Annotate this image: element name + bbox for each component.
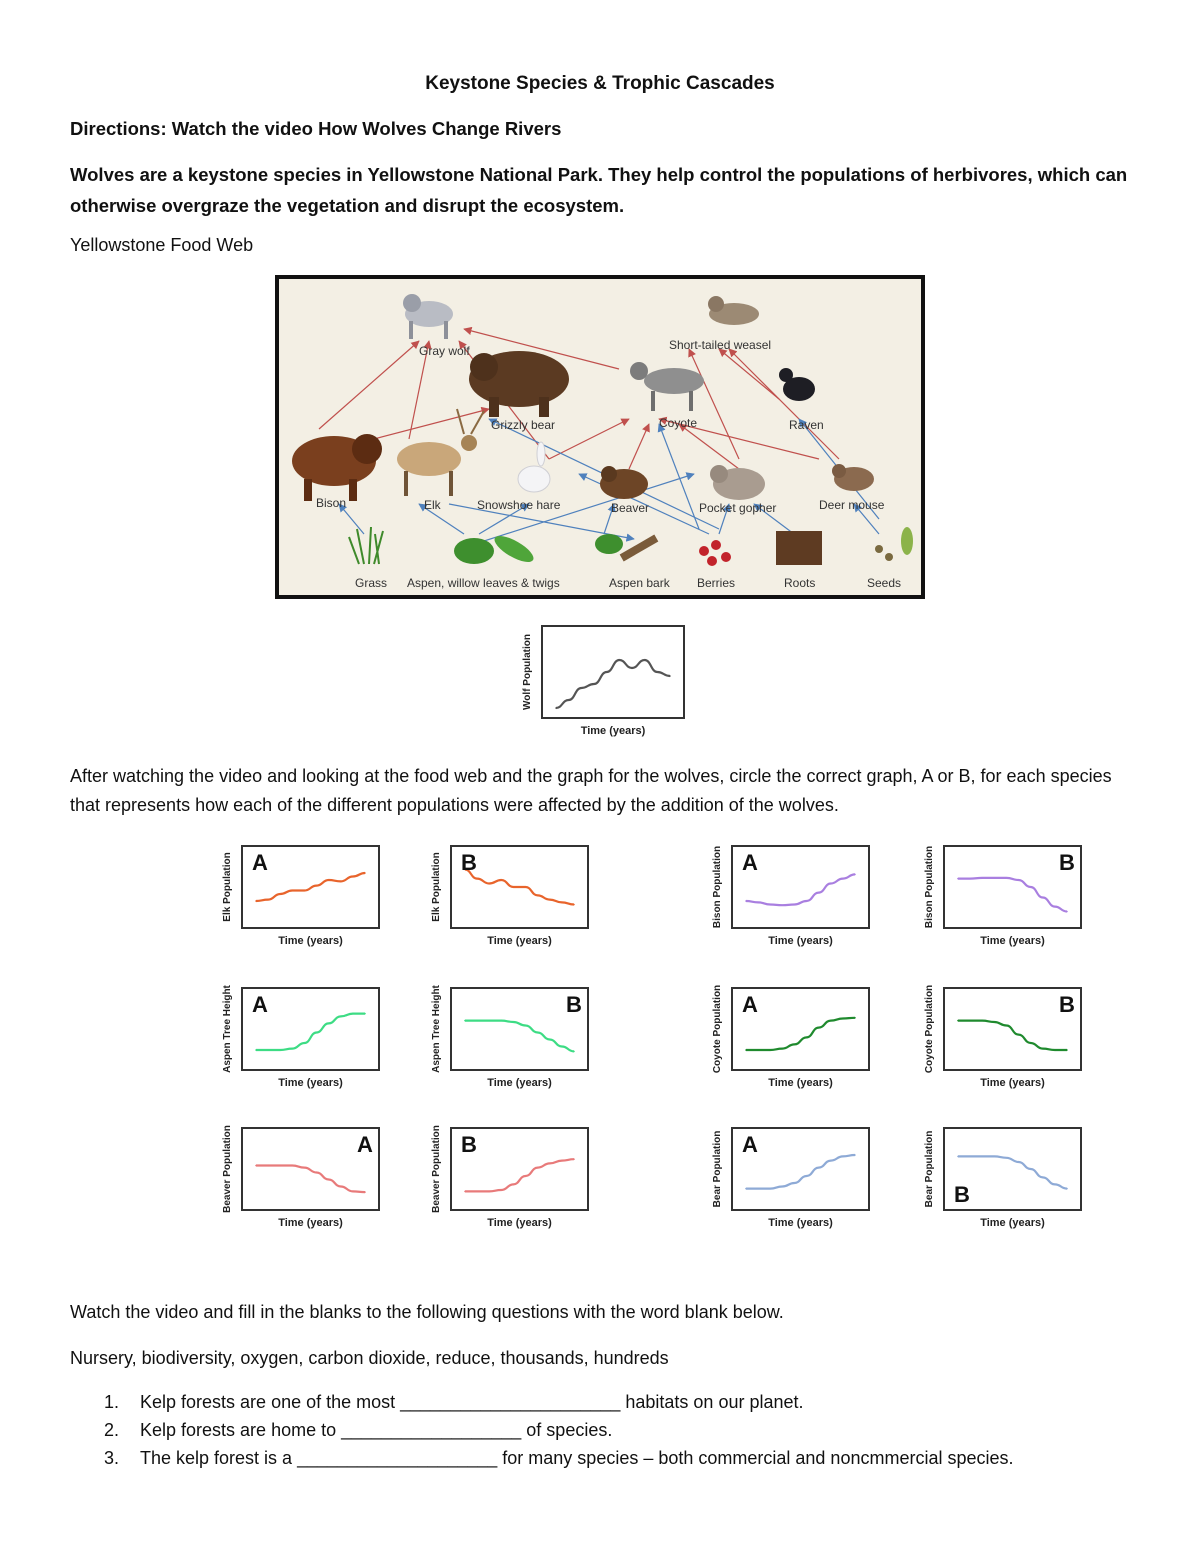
data-point [561, 1046, 563, 1048]
roots-icon [776, 531, 822, 565]
data-point [794, 1044, 796, 1046]
y-axis-label: Coyote Population [924, 984, 935, 1074]
x-axis-label: Time (years) [278, 1217, 343, 1229]
data-point [657, 671, 659, 673]
data-point [769, 904, 771, 906]
data-point [525, 886, 527, 888]
label-elk: Elk [424, 498, 441, 512]
bear-chart-a [708, 1122, 873, 1232]
fill-instructions: Watch the video and fill in the blanks to the following questions with the word blank below. [70, 1302, 784, 1322]
data-point [476, 1191, 478, 1193]
data-point [794, 1182, 796, 1184]
data-point [328, 879, 330, 881]
data-point [328, 1179, 330, 1181]
data-point [292, 1048, 294, 1050]
beaver-icon [600, 466, 648, 499]
option-letter: A [252, 992, 268, 1017]
data-point [994, 1156, 996, 1158]
label-gray-wolf: Gray wolf [419, 344, 470, 358]
data-point [488, 883, 490, 885]
data-point [1066, 1049, 1068, 1051]
x-axis-label: Time (years) [278, 1077, 343, 1089]
label-berries: Berries [697, 576, 736, 590]
data-point [279, 1165, 281, 1167]
data-point [304, 1042, 306, 1044]
data-point [267, 1165, 269, 1167]
deer-mouse-icon [832, 464, 874, 491]
x-axis-label: Time (years) [487, 935, 552, 947]
data-point [476, 1020, 478, 1022]
data-point [537, 1032, 539, 1034]
bison-chart-b [920, 840, 1085, 950]
question-text: Kelp forests are home to __________________ of species. [140, 1420, 613, 1440]
elk-graph-b[interactable] [427, 840, 592, 950]
data-point [255, 1049, 257, 1051]
data-point [549, 1039, 551, 1041]
data-point [981, 877, 983, 879]
y-axis-label: Elk Population [431, 852, 442, 922]
leaves-icon [454, 531, 537, 567]
x-axis-label: Time (years) [768, 935, 833, 947]
data-point [1030, 886, 1032, 888]
data-point [854, 1017, 856, 1019]
data-point [328, 1023, 330, 1025]
data-point [292, 890, 294, 892]
label-coyote: Coyote [659, 416, 698, 430]
data-point [340, 881, 342, 883]
option-letter: B [954, 1182, 970, 1207]
weasel-icon [708, 296, 759, 325]
question-number: 3. [104, 1448, 120, 1468]
data-point [292, 1165, 294, 1167]
grass-icon [349, 527, 383, 564]
coyote-chart-a [708, 982, 873, 1092]
y-axis-label: Aspen Tree Height [431, 985, 442, 1073]
data-point [513, 886, 515, 888]
data-point [364, 872, 366, 874]
option-letter: A [742, 850, 758, 875]
coyote-chart-b [920, 982, 1085, 1092]
data-point [1018, 1161, 1020, 1163]
beaver-graph-a[interactable] [218, 1122, 383, 1232]
data-point [593, 683, 595, 685]
bison-icon [292, 434, 382, 501]
aspen-chart-a [218, 982, 383, 1092]
option-letter: A [252, 850, 268, 875]
data-point [501, 1189, 503, 1191]
y-axis-label: Beaver Population [222, 1125, 233, 1213]
x-axis-label: Time (years) [768, 1077, 833, 1089]
word-bank: Nursery, biodiversity, oxygen, carbon dioxide, reduce, thousands, hundreds [70, 1348, 669, 1368]
data-point [1042, 1177, 1044, 1179]
bison-graph-a[interactable] [708, 840, 873, 950]
data-point [1006, 1025, 1008, 1027]
data-point [794, 904, 796, 906]
data-point [606, 671, 608, 673]
x-axis-label: Time (years) [580, 725, 646, 737]
question-number: 2. [104, 1420, 120, 1440]
data-point [957, 1156, 959, 1158]
data-point [561, 902, 563, 904]
data-point [304, 1167, 306, 1169]
bison-graph-b[interactable] [920, 840, 1085, 950]
data-point [769, 1188, 771, 1190]
gray-wolf-icon [403, 294, 453, 339]
data-point [619, 659, 621, 661]
graph-prompt: After watching the video and looking at the food web and the graph for the wolves, circle the correct graph, A or B, for each species that represents how each of the different populations were affected by the addition of the wolves. [70, 766, 1112, 815]
data-point [644, 659, 646, 661]
data-point [549, 899, 551, 901]
y-axis-label: Aspen Tree Height [222, 985, 233, 1073]
data-point [279, 1049, 281, 1051]
data-point [352, 876, 354, 878]
data-point [316, 1032, 318, 1034]
data-point [255, 1165, 257, 1167]
data-point [994, 1021, 996, 1023]
coyote-graph-b[interactable] [920, 982, 1085, 1092]
y-axis-label: Bison Population [924, 845, 935, 929]
data-point [352, 1191, 354, 1193]
data-point [1030, 1042, 1032, 1044]
data-point [1066, 911, 1068, 913]
data-point [830, 1160, 832, 1162]
data-point [782, 904, 784, 906]
option-letter: A [742, 1132, 758, 1157]
data-point [464, 1191, 466, 1193]
data-point [513, 1021, 515, 1023]
data-point [513, 1184, 515, 1186]
data-point [854, 874, 856, 876]
x-axis-label: Time (years) [487, 1217, 552, 1229]
data-point [464, 1020, 466, 1022]
data-point [818, 892, 820, 894]
data-point [957, 878, 959, 880]
data-point [267, 899, 269, 901]
label-roots: Roots [784, 576, 816, 590]
data-point [279, 893, 281, 895]
label-seeds: Seeds [867, 576, 902, 590]
x-axis-label: Time (years) [487, 1077, 552, 1089]
y-axis-label: Coyote Population [712, 984, 723, 1074]
bison-chart-a [708, 840, 873, 950]
data-point [537, 1167, 539, 1169]
data-point [568, 699, 570, 701]
elk-chart-a [218, 840, 383, 950]
data-point [581, 687, 583, 689]
y-axis-label: Wolf Population [522, 634, 533, 710]
coyote-icon [630, 362, 704, 411]
label-hare: Snowshoe hare [477, 498, 561, 512]
data-point [969, 1020, 971, 1022]
label-gopher: Pocket gopher [699, 501, 777, 515]
data-point [818, 1167, 820, 1169]
data-point [1018, 1034, 1020, 1036]
data-point [573, 1051, 575, 1053]
x-axis-label: Time (years) [278, 935, 343, 947]
option-letter: A [742, 992, 758, 1017]
label-beaver: Beaver [611, 501, 650, 515]
label-raven: Raven [789, 418, 824, 432]
data-point [525, 1025, 527, 1027]
data-point [501, 879, 503, 881]
data-point [981, 1020, 983, 1022]
coyote-graph-a[interactable] [708, 982, 873, 1092]
question-number: 1. [104, 1392, 120, 1412]
data-point [525, 1175, 527, 1177]
wolf-population-graph [518, 620, 688, 740]
seeds-icon [875, 527, 913, 561]
data-point [969, 878, 971, 880]
data-point [769, 1049, 771, 1051]
data-point [501, 1020, 503, 1022]
question-text: Kelp forests are one of the most ______________________ habitats on our planet. [140, 1392, 804, 1412]
data-point [304, 890, 306, 892]
data-point [1042, 897, 1044, 899]
beaver-chart-a [218, 1122, 383, 1232]
data-point [957, 1020, 959, 1022]
label-leaves: Aspen, willow leaves & twigs [407, 576, 560, 590]
data-point [573, 904, 575, 906]
beaver-graph-b[interactable] [427, 1122, 592, 1232]
label-weasel: Short-tailed weasel [669, 338, 772, 352]
data-point [549, 1163, 551, 1165]
option-letter: B [566, 992, 582, 1017]
data-point [1066, 1188, 1068, 1190]
data-point [830, 883, 832, 885]
data-point [561, 1160, 563, 1162]
data-point [842, 1156, 844, 1158]
data-point [806, 1037, 808, 1039]
data-point [555, 707, 557, 709]
question-text: The kelp forest is a ____________________ for many species – both commercial and noncmmercial species. [140, 1448, 1014, 1468]
data-point [1006, 877, 1008, 879]
wolf-chart [518, 620, 688, 740]
data-point [255, 900, 257, 902]
y-axis-label: Beaver Population [431, 1125, 442, 1213]
directions: Directions: Watch the video How Wolves Change Rivers [70, 118, 562, 139]
label-grizzly: Grizzly bear [491, 418, 556, 432]
data-point [818, 1027, 820, 1029]
data-point [537, 895, 539, 897]
beaver-chart-b [427, 1122, 592, 1232]
data-point [340, 1016, 342, 1018]
bear-chart-b [920, 1122, 1085, 1232]
bear-graph-b[interactable] [920, 1122, 1085, 1232]
data-point [631, 667, 633, 669]
data-point [316, 1172, 318, 1174]
data-point [757, 1188, 759, 1190]
data-point [669, 675, 671, 677]
data-point [1006, 1157, 1008, 1159]
data-point [994, 877, 996, 879]
data-point [782, 1048, 784, 1050]
x-axis-label: Time (years) [980, 935, 1045, 947]
data-point [316, 885, 318, 887]
data-point [969, 1156, 971, 1158]
data-point [1042, 1048, 1044, 1050]
label-mouse: Deer mouse [819, 498, 885, 512]
data-point [340, 1186, 342, 1188]
data-point [488, 1191, 490, 1193]
data-point [267, 1049, 269, 1051]
aspen-graph-b[interactable] [427, 982, 592, 1092]
y-axis-label: Bear Population [924, 1130, 935, 1208]
data-point [981, 1156, 983, 1158]
aspen-graph-a[interactable] [218, 982, 383, 1092]
x-axis-label: Time (years) [980, 1077, 1045, 1089]
snowshoe-hare-icon [518, 442, 550, 492]
raven-icon [779, 368, 815, 401]
y-axis-label: Bear Population [712, 1130, 723, 1208]
data-point [1018, 879, 1020, 881]
intro-paragraph: Wolves are a keystone species in Yellowstone National Park. They help control the populations of herbivores, which can otherwise overgraze the vegetation and disrupt the ecosystem. [70, 164, 1128, 216]
data-point [1030, 1168, 1032, 1170]
elk-chart-b [427, 840, 592, 950]
data-point [842, 878, 844, 880]
data-point [573, 1158, 575, 1160]
data-point [1054, 906, 1056, 908]
data-point [1054, 1049, 1056, 1051]
data-point [364, 1191, 366, 1193]
food-web-figure [275, 275, 925, 599]
option-letter: B [1059, 992, 1075, 1017]
data-point [488, 1020, 490, 1022]
x-axis-label: Time (years) [768, 1217, 833, 1229]
data-point [806, 1175, 808, 1177]
page-title: Keystone Species & Trophic Cascades [425, 73, 775, 94]
option-letter: B [1059, 850, 1075, 875]
label-bison: Bison [316, 496, 347, 510]
option-letter: B [461, 850, 477, 875]
data-point [842, 1018, 844, 1020]
grizzly-bear-icon [469, 351, 569, 417]
food-web-drawing [279, 279, 921, 595]
x-axis-label: Time (years) [980, 1217, 1045, 1229]
data-point [757, 1049, 759, 1051]
berries-icon [699, 540, 731, 566]
data-point [476, 878, 478, 880]
data-point [1054, 1184, 1056, 1186]
pocket-gopher-icon [710, 465, 765, 500]
data-point [806, 900, 808, 902]
data-point [854, 1154, 856, 1156]
y-axis-label: Elk Population [222, 852, 233, 922]
aspen-chart-b [427, 982, 592, 1092]
elk-graph-a[interactable] [218, 840, 383, 950]
data-point [745, 900, 747, 902]
data-point [757, 902, 759, 904]
data-point [830, 1020, 832, 1022]
data-point [352, 1013, 354, 1015]
data-point [364, 1013, 366, 1015]
bear-graph-a[interactable] [708, 1122, 873, 1232]
data-point [782, 1186, 784, 1188]
label-bark: Aspen bark [609, 576, 670, 590]
option-letter: B [461, 1132, 477, 1157]
y-axis-label: Bison Population [712, 845, 723, 929]
label-grass: Grass [355, 576, 388, 590]
data-point [745, 1188, 747, 1190]
food-web-caption: Yellowstone Food Web [70, 235, 254, 255]
option-letter: A [357, 1132, 373, 1157]
data-point [745, 1049, 747, 1051]
